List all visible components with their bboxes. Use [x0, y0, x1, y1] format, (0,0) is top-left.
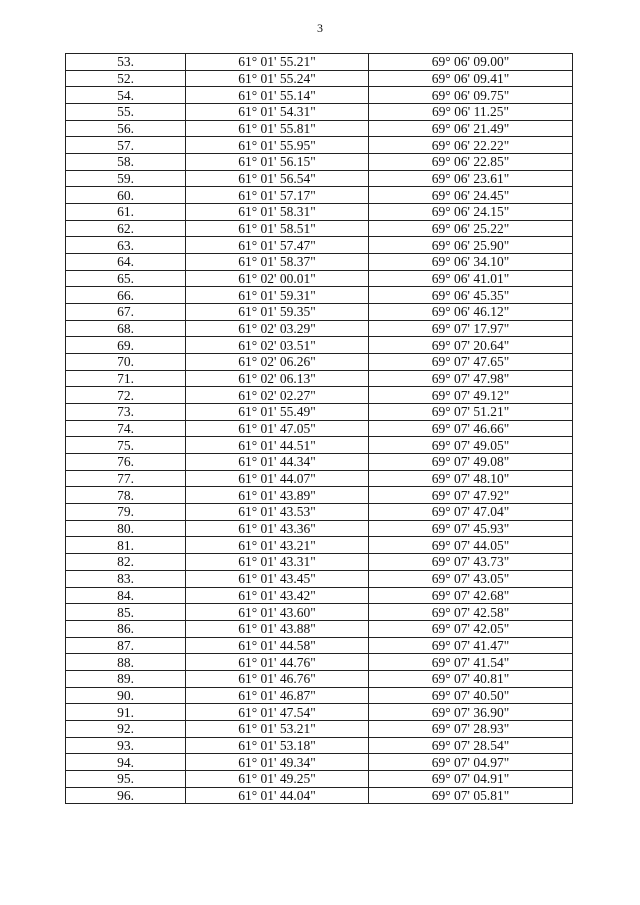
longitude-cell: 69° 07' 49.12" — [369, 387, 573, 404]
point-number-cell: 60. — [66, 187, 186, 204]
table-row — [66, 387, 573, 404]
table-row — [66, 320, 573, 337]
longitude-cell: 69° 07' 47.98" — [369, 370, 573, 387]
latitude-cell: 61° 02' 03.51" — [186, 337, 369, 354]
latitude-cell: 61° 01' 43.89" — [186, 487, 369, 504]
latitude-cell: 61° 01' 58.51" — [186, 220, 369, 237]
latitude-cell: 61° 01' 55.21" — [186, 54, 369, 71]
table-row — [66, 770, 573, 787]
latitude-cell: 61° 01' 58.31" — [186, 204, 369, 221]
longitude-cell: 69° 07' 40.50" — [369, 687, 573, 704]
latitude-cell: 61° 01' 56.54" — [186, 170, 369, 187]
longitude-cell: 69° 07' 47.92" — [369, 487, 573, 504]
longitude-cell: 69° 06' 23.61" — [369, 170, 573, 187]
point-number-cell: 89. — [66, 670, 186, 687]
point-number-cell: 65. — [66, 270, 186, 287]
longitude-cell: 69° 07' 41.54" — [369, 654, 573, 671]
longitude-cell: 69° 06' 34.10" — [369, 254, 573, 271]
longitude-cell: 69° 07' 44.05" — [369, 537, 573, 554]
longitude-cell: 69° 07' 49.05" — [369, 437, 573, 454]
table-row — [66, 120, 573, 137]
table-row — [66, 154, 573, 171]
longitude-cell: 69° 06' 22.85" — [369, 154, 573, 171]
point-number-cell: 94. — [66, 754, 186, 771]
latitude-cell: 61° 01' 43.36" — [186, 520, 369, 537]
latitude-cell: 61° 01' 56.15" — [186, 154, 369, 171]
longitude-cell: 69° 07' 05.81" — [369, 787, 573, 804]
table-row — [66, 454, 573, 471]
coordinates-table-body — [66, 54, 573, 804]
table-row — [66, 370, 573, 387]
table-row — [66, 204, 573, 221]
longitude-cell: 69° 06' 11.25" — [369, 104, 573, 121]
point-number-cell: 75. — [66, 437, 186, 454]
latitude-cell: 61° 01' 43.31" — [186, 554, 369, 571]
point-number-cell: 90. — [66, 687, 186, 704]
table-row — [66, 537, 573, 554]
longitude-cell: 69° 07' 17.97" — [369, 320, 573, 337]
longitude-cell: 69° 07' 20.64" — [369, 337, 573, 354]
point-number-cell: 63. — [66, 237, 186, 254]
latitude-cell: 61° 02' 00.01" — [186, 270, 369, 287]
table-row — [66, 604, 573, 621]
table-row — [66, 87, 573, 104]
latitude-cell: 61° 01' 55.14" — [186, 87, 369, 104]
table-row — [66, 170, 573, 187]
latitude-cell: 61° 01' 54.31" — [186, 104, 369, 121]
latitude-cell: 61° 01' 43.42" — [186, 587, 369, 604]
latitude-cell: 61° 01' 55.95" — [186, 137, 369, 154]
longitude-cell: 69° 07' 49.08" — [369, 454, 573, 471]
table-row — [66, 304, 573, 321]
table-row — [66, 754, 573, 771]
longitude-cell: 69° 07' 28.54" — [369, 737, 573, 754]
table-row — [66, 237, 573, 254]
latitude-cell: 61° 01' 55.81" — [186, 120, 369, 137]
longitude-cell: 69° 07' 42.58" — [369, 604, 573, 621]
longitude-cell: 69° 06' 09.41" — [369, 70, 573, 87]
point-number-cell: 54. — [66, 87, 186, 104]
latitude-cell: 61° 01' 49.34" — [186, 754, 369, 771]
point-number-cell: 71. — [66, 370, 186, 387]
point-number-cell: 58. — [66, 154, 186, 171]
point-number-cell: 69. — [66, 337, 186, 354]
table-row — [66, 737, 573, 754]
longitude-cell: 69° 07' 40.81" — [369, 670, 573, 687]
longitude-cell: 69° 06' 09.75" — [369, 87, 573, 104]
point-number-cell: 81. — [66, 537, 186, 554]
point-number-cell: 62. — [66, 220, 186, 237]
point-number-cell: 88. — [66, 654, 186, 671]
table-row — [66, 404, 573, 421]
latitude-cell: 61° 01' 47.05" — [186, 420, 369, 437]
latitude-cell: 61° 01' 57.17" — [186, 187, 369, 204]
point-number-cell: 73. — [66, 404, 186, 421]
table-row — [66, 637, 573, 654]
latitude-cell: 61° 01' 43.45" — [186, 570, 369, 587]
longitude-cell: 69° 07' 41.47" — [369, 637, 573, 654]
point-number-cell: 82. — [66, 554, 186, 571]
point-number-cell: 85. — [66, 604, 186, 621]
latitude-cell: 61° 01' 44.58" — [186, 637, 369, 654]
longitude-cell: 69° 07' 48.10" — [369, 470, 573, 487]
longitude-cell: 69° 06' 25.90" — [369, 237, 573, 254]
longitude-cell: 69° 07' 42.05" — [369, 620, 573, 637]
longitude-cell: 69° 06' 24.45" — [369, 187, 573, 204]
table-row — [66, 437, 573, 454]
table-row — [66, 687, 573, 704]
latitude-cell: 61° 01' 44.07" — [186, 470, 369, 487]
longitude-cell: 69° 06' 22.22" — [369, 137, 573, 154]
point-number-cell: 86. — [66, 620, 186, 637]
latitude-cell: 61° 02' 03.29" — [186, 320, 369, 337]
latitude-cell: 61° 01' 55.24" — [186, 70, 369, 87]
table-row — [66, 187, 573, 204]
table-row — [66, 570, 573, 587]
table-row — [66, 54, 573, 71]
table-row — [66, 254, 573, 271]
longitude-cell: 69° 06' 09.00" — [369, 54, 573, 71]
table-row — [66, 104, 573, 121]
table-row — [66, 487, 573, 504]
point-number-cell: 84. — [66, 587, 186, 604]
table-row — [66, 587, 573, 604]
longitude-cell: 69° 07' 46.66" — [369, 420, 573, 437]
latitude-cell: 61° 02' 06.26" — [186, 354, 369, 371]
longitude-cell: 69° 07' 04.97" — [369, 754, 573, 771]
point-number-cell: 74. — [66, 420, 186, 437]
latitude-cell: 61° 01' 44.76" — [186, 654, 369, 671]
point-number-cell: 72. — [66, 387, 186, 404]
table-row — [66, 137, 573, 154]
table-row — [66, 654, 573, 671]
point-number-cell: 53. — [66, 54, 186, 71]
longitude-cell: 69° 06' 45.35" — [369, 287, 573, 304]
point-number-cell: 87. — [66, 637, 186, 654]
latitude-cell: 61° 01' 43.88" — [186, 620, 369, 637]
table-row — [66, 704, 573, 721]
table-row — [66, 270, 573, 287]
point-number-cell: 70. — [66, 354, 186, 371]
latitude-cell: 61° 01' 44.04" — [186, 787, 369, 804]
longitude-cell: 69° 07' 43.73" — [369, 554, 573, 571]
latitude-cell: 61° 01' 58.37" — [186, 254, 369, 271]
latitude-cell: 61° 01' 43.53" — [186, 504, 369, 521]
table-row — [66, 354, 573, 371]
latitude-cell: 61° 01' 43.60" — [186, 604, 369, 621]
latitude-cell: 61° 01' 55.49" — [186, 404, 369, 421]
latitude-cell: 61° 01' 49.25" — [186, 770, 369, 787]
latitude-cell: 61° 01' 53.18" — [186, 737, 369, 754]
point-number-cell: 76. — [66, 454, 186, 471]
table-row — [66, 787, 573, 804]
point-number-cell: 95. — [66, 770, 186, 787]
coordinates-table — [65, 53, 573, 804]
point-number-cell: 61. — [66, 204, 186, 221]
latitude-cell: 61° 01' 46.87" — [186, 687, 369, 704]
table-row — [66, 287, 573, 304]
latitude-cell: 61° 02' 06.13" — [186, 370, 369, 387]
longitude-cell: 69° 06' 25.22" — [369, 220, 573, 237]
longitude-cell: 69° 06' 41.01" — [369, 270, 573, 287]
longitude-cell: 69° 07' 04.91" — [369, 770, 573, 787]
longitude-cell: 69° 06' 46.12" — [369, 304, 573, 321]
table-row — [66, 504, 573, 521]
point-number-cell: 64. — [66, 254, 186, 271]
point-number-cell: 92. — [66, 720, 186, 737]
latitude-cell: 61° 01' 44.34" — [186, 454, 369, 471]
point-number-cell: 93. — [66, 737, 186, 754]
latitude-cell: 61° 01' 46.76" — [186, 670, 369, 687]
table-row — [66, 554, 573, 571]
point-number-cell: 96. — [66, 787, 186, 804]
latitude-cell: 61° 01' 57.47" — [186, 237, 369, 254]
latitude-cell: 61° 01' 44.51" — [186, 437, 369, 454]
table-row — [66, 670, 573, 687]
longitude-cell: 69° 07' 47.04" — [369, 504, 573, 521]
latitude-cell: 61° 01' 47.54" — [186, 704, 369, 721]
longitude-cell: 69° 07' 36.90" — [369, 704, 573, 721]
latitude-cell: 61° 02' 02.27" — [186, 387, 369, 404]
longitude-cell: 69° 07' 43.05" — [369, 570, 573, 587]
point-number-cell: 67. — [66, 304, 186, 321]
table-row — [66, 520, 573, 537]
point-number-cell: 77. — [66, 470, 186, 487]
table-row — [66, 337, 573, 354]
longitude-cell: 69° 07' 28.93" — [369, 720, 573, 737]
point-number-cell: 68. — [66, 320, 186, 337]
table-row — [66, 220, 573, 237]
longitude-cell: 69° 07' 45.93" — [369, 520, 573, 537]
point-number-cell: 59. — [66, 170, 186, 187]
longitude-cell: 69° 07' 47.65" — [369, 354, 573, 371]
point-number-cell: 79. — [66, 504, 186, 521]
latitude-cell: 61° 01' 59.31" — [186, 287, 369, 304]
point-number-cell: 56. — [66, 120, 186, 137]
point-number-cell: 52. — [66, 70, 186, 87]
longitude-cell: 69° 06' 24.15" — [369, 204, 573, 221]
table-row — [66, 420, 573, 437]
point-number-cell: 55. — [66, 104, 186, 121]
table-row — [66, 720, 573, 737]
longitude-cell: 69° 07' 51.21" — [369, 404, 573, 421]
latitude-cell: 61° 01' 59.35" — [186, 304, 369, 321]
table-row — [66, 470, 573, 487]
page-number: 3 — [317, 21, 323, 35]
point-number-cell: 91. — [66, 704, 186, 721]
point-number-cell: 66. — [66, 287, 186, 304]
point-number-cell: 80. — [66, 520, 186, 537]
table-row — [66, 620, 573, 637]
latitude-cell: 61° 01' 43.21" — [186, 537, 369, 554]
longitude-cell: 69° 06' 21.49" — [369, 120, 573, 137]
longitude-cell: 69° 07' 42.68" — [369, 587, 573, 604]
point-number-cell: 78. — [66, 487, 186, 504]
latitude-cell: 61° 01' 53.21" — [186, 720, 369, 737]
point-number-cell: 57. — [66, 137, 186, 154]
table-row — [66, 70, 573, 87]
point-number-cell: 83. — [66, 570, 186, 587]
